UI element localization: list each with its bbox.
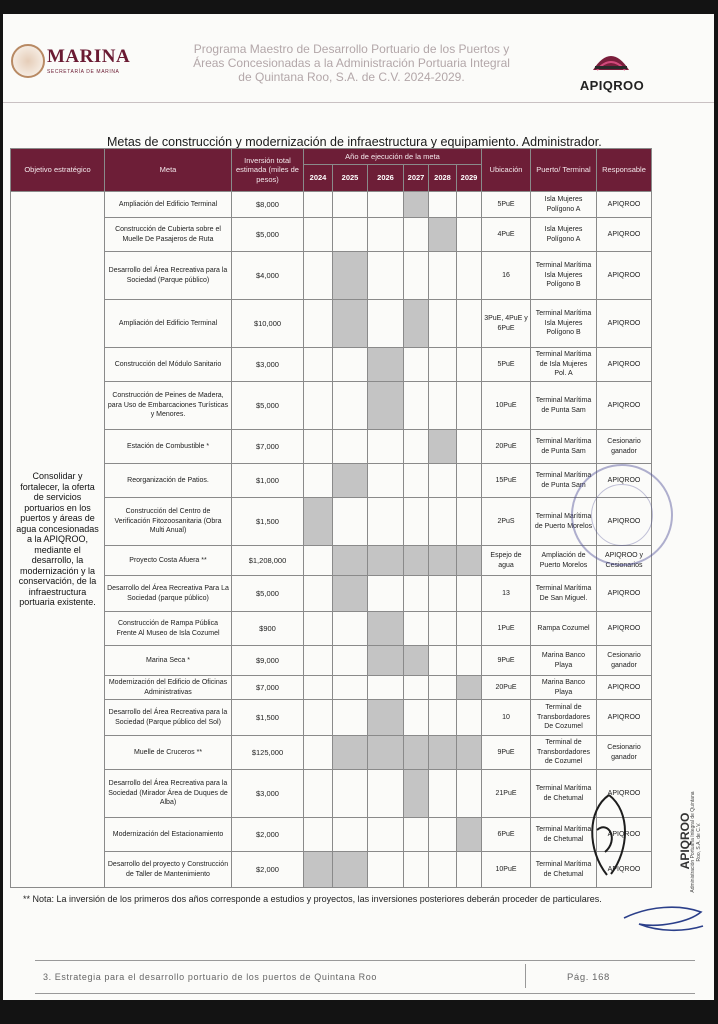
objetivo-cell: Consolidar y fortalecer, la oferta de servicios portuarios en los puertos y áreas de agua concesionadas a la APIQROO, mediante el desarrollo, la modernización y la conservación, de la infraestructura portuaria existente.: [11, 192, 105, 888]
responsable-cell: APIQROO: [597, 464, 652, 498]
meta-cell: Desarrollo del Área Recreativa para la Sociedad (Mirador Área de Duques de Alba): [105, 770, 232, 818]
apiqroo-logo: [577, 48, 647, 98]
stamp-brand: APIQROO: [678, 812, 692, 870]
col-header-anio: Año de ejecución de la meta: [304, 149, 482, 165]
puerto-cell: Terminal de Transbordadores de Cozumel: [531, 736, 597, 770]
year-cell: [429, 818, 457, 852]
year-cell-scheduled: [404, 192, 429, 218]
ubicacion-cell: 3PuE, 4PuE y 6PuE: [482, 300, 531, 348]
year-cell: [368, 300, 404, 348]
inversion-cell: $3,000: [232, 348, 304, 382]
inversion-cell: $5,000: [232, 576, 304, 612]
year-cell: [304, 736, 333, 770]
ubicacion-cell: 4PuE: [482, 218, 531, 252]
puerto-cell: Isla Mujeres Polígono A: [531, 192, 597, 218]
year-cell-scheduled: [368, 348, 404, 382]
col-header-year: 2024: [304, 165, 333, 192]
responsable-cell: APIQROO: [597, 700, 652, 736]
year-cell: [333, 676, 368, 700]
year-cell: [304, 676, 333, 700]
year-cell: [457, 646, 482, 676]
table-row: [11, 646, 652, 676]
goals-table: [10, 148, 652, 888]
year-cell-scheduled: [333, 576, 368, 612]
year-cell: [429, 192, 457, 218]
footer-section: 3. Estrategia para el desarrollo portuario de los puertos de Quintana Roo: [43, 972, 377, 982]
year-cell: [304, 646, 333, 676]
year-cell: [304, 192, 333, 218]
document-page: [3, 14, 714, 1000]
year-cell-scheduled: [368, 700, 404, 736]
table-row: [11, 770, 652, 818]
program-title-line: Programa Maestro de Desarrollo Portuario de los Puertos y: [193, 42, 510, 56]
responsable-cell: APIQROO: [597, 382, 652, 430]
year-cell: [404, 576, 429, 612]
inversion-cell: $7,000: [232, 676, 304, 700]
meta-cell: Construcción de Rampa Pública Frente Al Museo de Isla Cozumel: [105, 612, 232, 646]
puerto-cell: Terminal Marítima Isla Mujeres Polígono B: [531, 300, 597, 348]
year-cell: [429, 770, 457, 818]
year-cell: [368, 676, 404, 700]
col-header-puerto: Puerto/ Terminal: [531, 149, 597, 192]
year-cell: [457, 382, 482, 430]
stamp-sub: Administración Portuaria Integral de Quintana Roo, S.A. de C.V.: [690, 791, 702, 893]
meta-cell: Muelle de Cruceros **: [105, 736, 232, 770]
col-header-objetivo: Objetivo estratégico: [11, 149, 105, 192]
year-cell-scheduled: [404, 546, 429, 576]
year-cell-scheduled: [333, 300, 368, 348]
year-cell-scheduled: [429, 218, 457, 252]
year-cell: [333, 818, 368, 852]
year-cell: [368, 498, 404, 546]
table-row: [11, 576, 652, 612]
year-cell: [457, 252, 482, 300]
puerto-cell: Terminal Marítima de Puerto Morelos: [531, 498, 597, 546]
year-cell: [429, 252, 457, 300]
col-header-year: 2026: [368, 165, 404, 192]
responsable-cell: APIQROO: [597, 676, 652, 700]
col-header-responsable: Responsable: [597, 149, 652, 192]
ubicacion-cell: 10PuE: [482, 382, 531, 430]
table-row: [11, 498, 652, 546]
ubicacion-cell: 9PuE: [482, 646, 531, 676]
year-cell: [429, 464, 457, 498]
year-cell-scheduled: [368, 646, 404, 676]
ubicacion-cell: 13: [482, 576, 531, 612]
puerto-cell: Terminal Marítima de Punta Sam: [531, 382, 597, 430]
year-cell: [304, 300, 333, 348]
stamp-sub-wrap: [689, 792, 703, 892]
table-row: [11, 546, 652, 576]
year-cell: [457, 852, 482, 888]
inversion-cell: $9,000: [232, 646, 304, 676]
year-cell-scheduled: [368, 612, 404, 646]
marina-logo-name: MARINA: [47, 46, 131, 67]
meta-cell: Construcción del Módulo Sanitario: [105, 348, 232, 382]
year-cell: [429, 676, 457, 700]
puerto-cell: Terminal Marítima de Punta Sam: [531, 464, 597, 498]
year-cell: [333, 430, 368, 464]
year-cell: [457, 770, 482, 818]
year-cell: [304, 348, 333, 382]
responsable-cell: APIQROO: [597, 576, 652, 612]
responsable-cell: Cesionario ganador: [597, 736, 652, 770]
year-cell: [368, 770, 404, 818]
ubicacion-cell: 1PuE: [482, 612, 531, 646]
year-cell: [457, 430, 482, 464]
puerto-cell: Ampliación de Puerto Morelos: [531, 546, 597, 576]
meta-cell: Ampliación del Edificio Terminal: [105, 192, 232, 218]
year-cell: [404, 464, 429, 498]
year-cell-scheduled: [368, 546, 404, 576]
responsable-cell: APIQROO: [597, 252, 652, 300]
meta-cell: Construcción de Cubierta sobre el Muelle De Pasajeros de Ruta: [105, 218, 232, 252]
year-cell: [457, 218, 482, 252]
year-cell: [304, 576, 333, 612]
year-cell: [304, 430, 333, 464]
marina-logo: [11, 44, 151, 84]
year-cell-scheduled: [457, 736, 482, 770]
ubicacion-cell: 20PuE: [482, 430, 531, 464]
year-cell-scheduled: [333, 852, 368, 888]
responsable-cell: APIQROO: [597, 300, 652, 348]
inversion-cell: $125,000: [232, 736, 304, 770]
ubicacion-cell: 5PuE: [482, 348, 531, 382]
year-cell: [333, 646, 368, 676]
footer-separator: [525, 964, 526, 988]
year-cell: [429, 700, 457, 736]
table-row: [11, 464, 652, 498]
inversion-cell: $10,000: [232, 300, 304, 348]
marina-logo-sub: SECRETARÍA DE MARINA: [47, 69, 120, 75]
year-cell: [404, 818, 429, 852]
year-cell: [457, 192, 482, 218]
year-cell: [404, 218, 429, 252]
ubicacion-cell: 5PuE: [482, 192, 531, 218]
year-cell: [368, 430, 404, 464]
year-cell: [333, 700, 368, 736]
ubicacion-cell: Espejo de agua: [482, 546, 531, 576]
meta-cell: Estación de Combustible *: [105, 430, 232, 464]
table-caption: Metas de construcción y modernización de infraestructura y equipamiento. Administrador.: [107, 135, 602, 149]
inversion-cell: $1,500: [232, 498, 304, 546]
program-title-line: de Quintana Roo, S.A. de C.V. 2024-2029.: [238, 70, 465, 84]
year-cell-scheduled: [333, 546, 368, 576]
puerto-cell: Terminal Marítima Isla Mujeres Polígono B: [531, 252, 597, 300]
puerto-cell: Marina Banco Playa: [531, 676, 597, 700]
program-title-line: Áreas Concesionadas a la Administración Portuaria Integral: [193, 56, 510, 70]
ubicacion-cell: 2PuS: [482, 498, 531, 546]
eagle-seal-icon: [11, 44, 45, 78]
header-divider: [3, 102, 714, 103]
meta-cell: Proyecto Costa Afuera **: [105, 546, 232, 576]
table-row: [11, 300, 652, 348]
meta-cell: Reorganización de Patios.: [105, 464, 232, 498]
meta-cell: Desarrollo del Área Recreativa para la Sociedad (Parque público del Sol): [105, 700, 232, 736]
year-cell: [404, 852, 429, 888]
inversion-cell: $7,000: [232, 430, 304, 464]
meta-cell: Ampliación del Edificio Terminal: [105, 300, 232, 348]
year-cell: [404, 498, 429, 546]
year-cell: [457, 348, 482, 382]
ubicacion-cell: 9PuE: [482, 736, 531, 770]
year-cell-scheduled: [457, 546, 482, 576]
year-cell: [368, 218, 404, 252]
year-cell: [333, 498, 368, 546]
table-row: [11, 348, 652, 382]
responsable-cell: APIQROO: [597, 852, 652, 888]
year-cell: [429, 612, 457, 646]
puerto-cell: Terminal Marítima de Chetumal: [531, 818, 597, 852]
meta-cell: Modernización del Edificio de Oficinas Administrativas: [105, 676, 232, 700]
col-header-ubicacion: Ubicación: [482, 149, 531, 192]
table-row: [11, 252, 652, 300]
col-header-inversion: Inversión total estimada (miles de pesos): [232, 149, 304, 192]
year-cell-scheduled: [333, 736, 368, 770]
year-cell-scheduled: [404, 736, 429, 770]
ubicacion-cell: 10PuE: [482, 852, 531, 888]
year-cell: [368, 818, 404, 852]
inversion-cell: $1,208,000: [232, 546, 304, 576]
inversion-cell: $1,000: [232, 464, 304, 498]
year-cell: [333, 218, 368, 252]
year-cell: [457, 576, 482, 612]
year-cell: [304, 464, 333, 498]
meta-cell: Desarrollo del proyecto y Construcción de Taller de Mantenimiento: [105, 852, 232, 888]
program-title: [159, 42, 544, 84]
meta-cell: Marina Seca *: [105, 646, 232, 676]
year-cell: [404, 252, 429, 300]
year-cell: [429, 382, 457, 430]
puerto-cell: Marina Banco Playa: [531, 646, 597, 676]
col-header-year: 2025: [333, 165, 368, 192]
apiqroo-vertical-stamp: [663, 792, 691, 892]
year-cell: [333, 382, 368, 430]
responsable-cell: APIQROO y Cesionarios: [597, 546, 652, 576]
ubicacion-cell: 6PuE: [482, 818, 531, 852]
ubicacion-cell: 21PuE: [482, 770, 531, 818]
footer-divider-top: [35, 960, 695, 961]
table-row: [11, 818, 652, 852]
page-number: Pág. 168: [567, 972, 610, 983]
inversion-cell: $4,000: [232, 252, 304, 300]
inversion-cell: $5,000: [232, 382, 304, 430]
inversion-cell: $900: [232, 612, 304, 646]
col-header-year: 2029: [457, 165, 482, 192]
year-cell: [429, 300, 457, 348]
inversion-cell: $5,000: [232, 218, 304, 252]
table-row: [11, 736, 652, 770]
table-row: [11, 612, 652, 646]
year-cell-scheduled: [429, 736, 457, 770]
puerto-cell: Isla Mujeres Polígono A: [531, 218, 597, 252]
signature-mark: [579, 790, 639, 880]
year-cell-scheduled: [457, 818, 482, 852]
year-cell: [429, 852, 457, 888]
year-cell: [404, 612, 429, 646]
year-cell-scheduled: [404, 300, 429, 348]
table-row: [11, 700, 652, 736]
year-cell: [457, 464, 482, 498]
ubicacion-cell: 16: [482, 252, 531, 300]
table-row: [11, 382, 652, 430]
col-header-year: 2027: [404, 165, 429, 192]
inversion-cell: $8,000: [232, 192, 304, 218]
year-cell: [429, 646, 457, 676]
year-cell: [429, 348, 457, 382]
puerto-cell: Terminal Marítima de Chetumal: [531, 852, 597, 888]
year-cell: [333, 192, 368, 218]
footer-divider-bottom: [35, 993, 695, 994]
puerto-cell: Terminal de Transbordadores De Cozumel: [531, 700, 597, 736]
year-cell: [404, 348, 429, 382]
year-cell: [304, 612, 333, 646]
year-cell: [304, 382, 333, 430]
ubicacion-cell: 15PuE: [482, 464, 531, 498]
responsable-cell: APIQROO: [597, 770, 652, 818]
table-row: [11, 430, 652, 464]
year-cell-scheduled: [333, 252, 368, 300]
table-row: [11, 852, 652, 888]
year-cell: [457, 300, 482, 348]
table-row: [11, 676, 652, 700]
puerto-cell: Terminal Marítima de Punta Sam: [531, 430, 597, 464]
year-cell: [429, 498, 457, 546]
inversion-cell: $3,000: [232, 770, 304, 818]
year-cell: [404, 676, 429, 700]
year-cell: [333, 348, 368, 382]
inversion-cell: $2,000: [232, 818, 304, 852]
apiqroo-wave-icon: [591, 48, 631, 72]
ubicacion-cell: 10: [482, 700, 531, 736]
year-cell: [368, 464, 404, 498]
year-cell-scheduled: [429, 546, 457, 576]
year-cell: [429, 576, 457, 612]
year-cell: [304, 700, 333, 736]
responsable-cell: APIQROO: [597, 348, 652, 382]
year-cell: [368, 852, 404, 888]
year-cell: [304, 218, 333, 252]
responsable-cell: APIQROO: [597, 192, 652, 218]
puerto-cell: Terminal Marítima De San Miguel.: [531, 576, 597, 612]
responsable-cell: APIQROO: [597, 498, 652, 546]
year-cell-scheduled: [368, 382, 404, 430]
year-cell: [404, 430, 429, 464]
meta-cell: Desarrollo del Área Recreativa Para La Sociedad (parque público): [105, 576, 232, 612]
inversion-cell: $1,500: [232, 700, 304, 736]
meta-cell: Desarrollo del Área Recreativa para la Sociedad (Parque público): [105, 252, 232, 300]
inversion-cell: $2,000: [232, 852, 304, 888]
page-header: [3, 14, 714, 96]
year-cell-scheduled: [304, 498, 333, 546]
year-cell-scheduled: [457, 676, 482, 700]
responsable-cell: APIQROO: [597, 218, 652, 252]
col-header-meta: Meta: [105, 149, 232, 192]
puerto-cell: Terminal Marítima de Isla Mujeres Pol. A: [531, 348, 597, 382]
year-cell: [368, 192, 404, 218]
year-cell: [368, 252, 404, 300]
responsable-cell: Cesionario ganador: [597, 430, 652, 464]
year-cell: [304, 818, 333, 852]
meta-cell: Construcción de Peines de Madera, para Uso de Embarcaciones Turísticas y Menores.: [105, 382, 232, 430]
year-cell: [333, 612, 368, 646]
table-row: [11, 192, 652, 218]
apiqroo-logo-name: APIQROO: [579, 78, 645, 93]
table-note: ** Nota: La inversión de los primeros dos años corresponde a estudios y proyectos, las inversiones posteriores deberán proceder de particulares.: [23, 894, 602, 904]
meta-cell: Modernización del Estacionamiento: [105, 818, 232, 852]
col-header-year: 2028: [429, 165, 457, 192]
year-cell: [333, 770, 368, 818]
meta-cell: Construcción del Centro de Verificación Fitozoosanitaria (Obra Multi Anual): [105, 498, 232, 546]
year-cell: [404, 382, 429, 430]
year-cell-scheduled: [404, 770, 429, 818]
year-cell: [457, 700, 482, 736]
year-cell: [304, 252, 333, 300]
year-cell-scheduled: [333, 464, 368, 498]
year-cell: [368, 576, 404, 612]
year-cell: [304, 546, 333, 576]
year-cell: [457, 498, 482, 546]
year-cell: [457, 612, 482, 646]
responsable-cell: Cesionario ganador: [597, 646, 652, 676]
year-cell-scheduled: [304, 852, 333, 888]
year-cell-scheduled: [429, 430, 457, 464]
year-cell: [404, 700, 429, 736]
puerto-cell: Rampa Cozumel: [531, 612, 597, 646]
year-cell-scheduled: [404, 646, 429, 676]
year-cell-scheduled: [368, 736, 404, 770]
responsable-cell: APIQROO: [597, 612, 652, 646]
official-stamp: [571, 464, 673, 566]
year-cell: [304, 770, 333, 818]
ubicacion-cell: 20PuE: [482, 676, 531, 700]
table-row: [11, 218, 652, 252]
puerto-cell: Terminal Marítima de Chetumal: [531, 770, 597, 818]
responsable-cell: APIQROO: [597, 818, 652, 852]
